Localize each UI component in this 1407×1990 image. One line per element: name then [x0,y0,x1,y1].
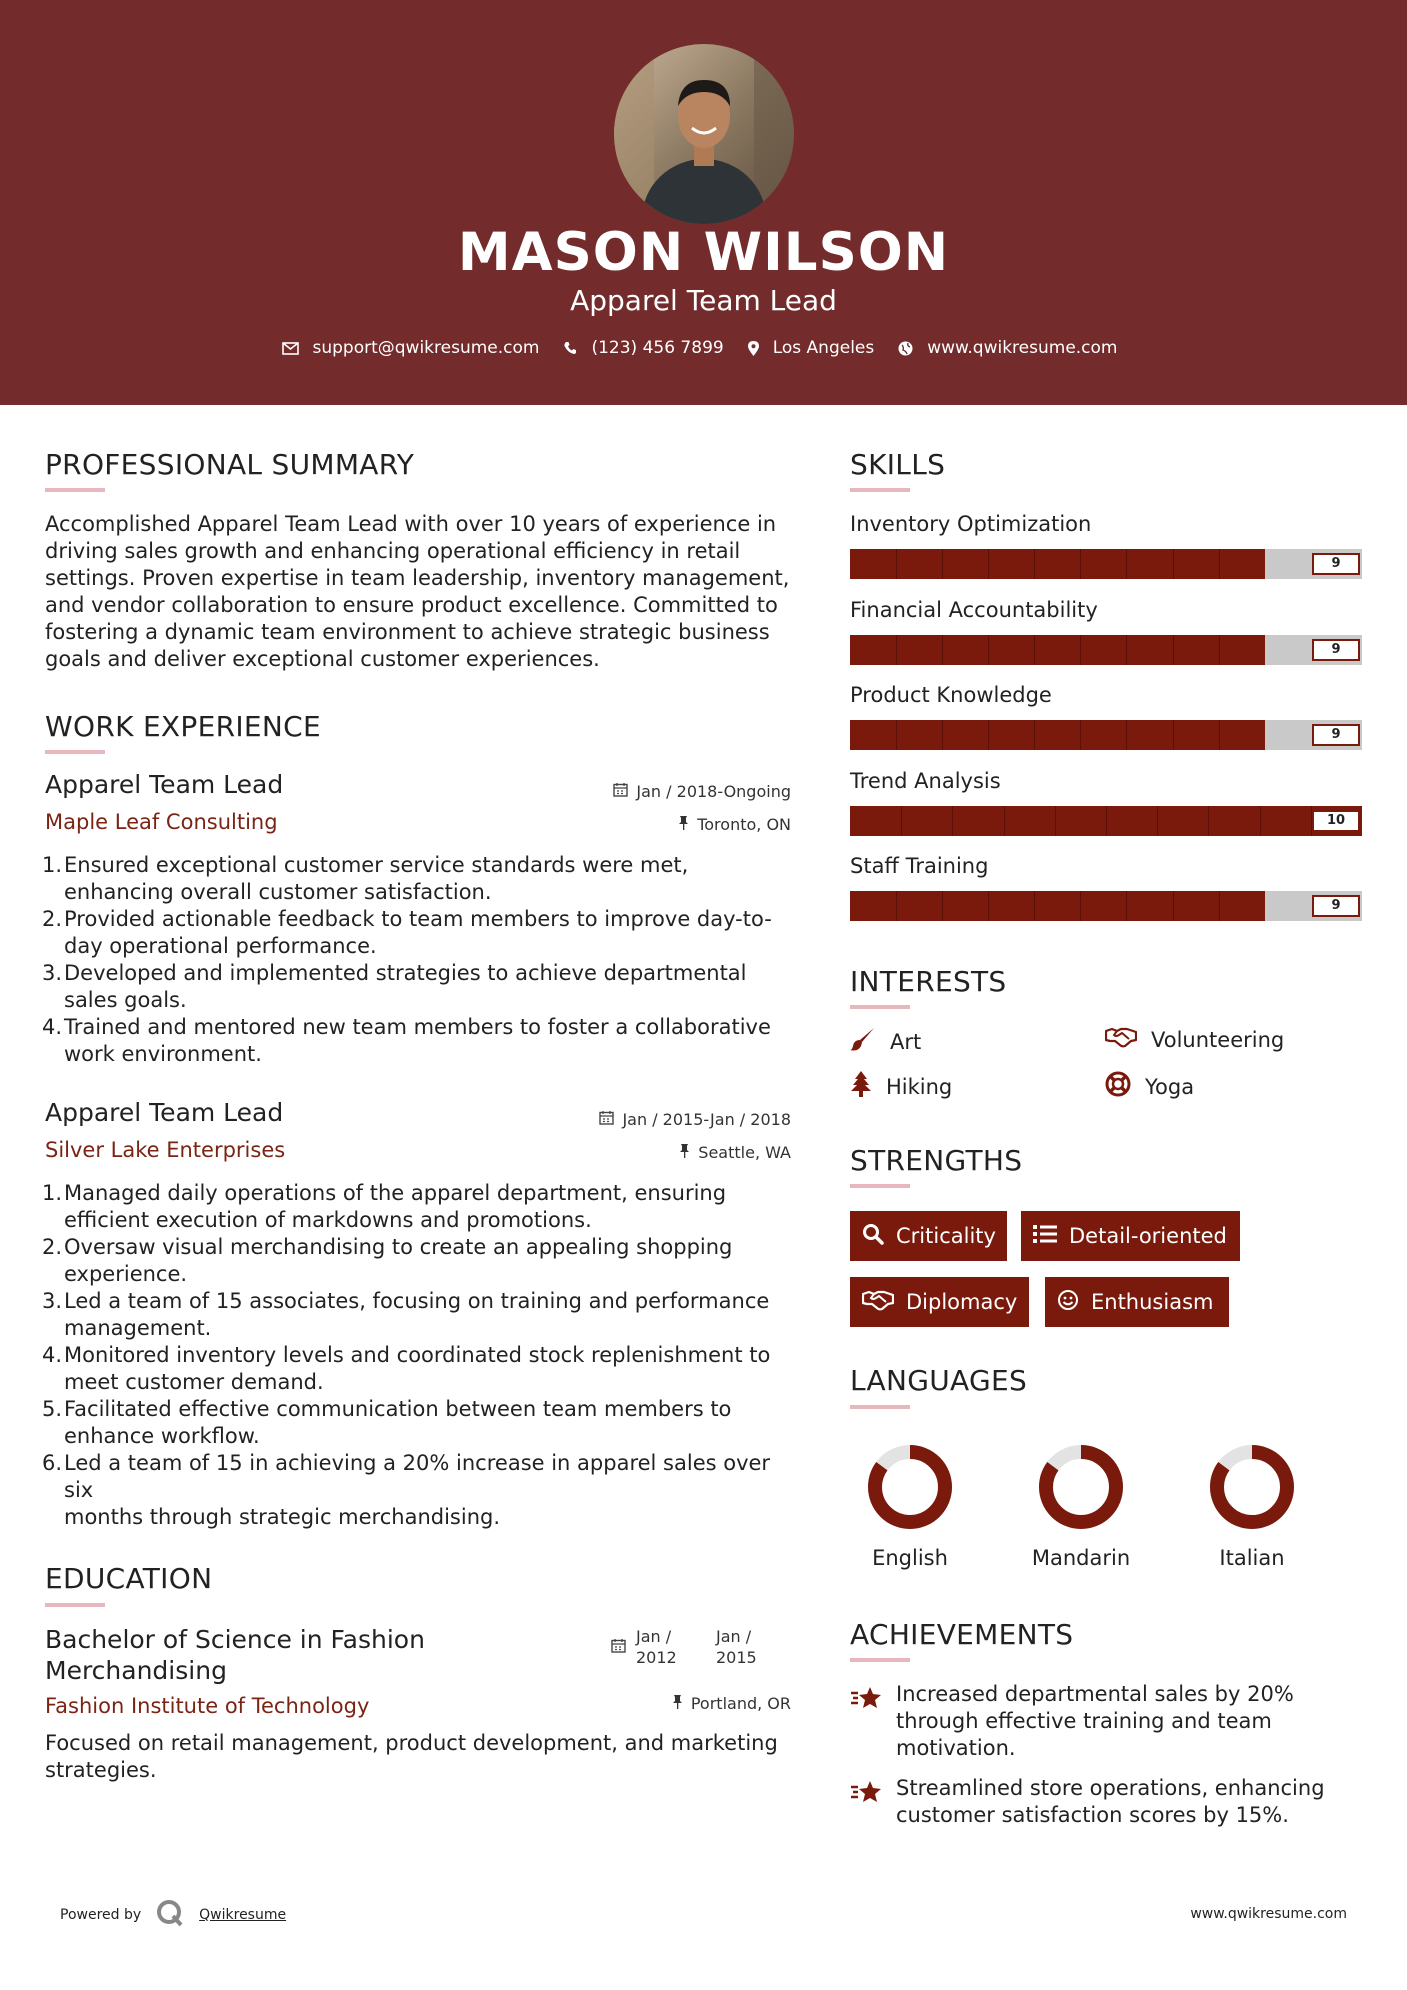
skill-segment [1157,806,1158,836]
smile-icon [1057,1289,1079,1316]
interest-hiking: Hiking [850,1071,952,1102]
summary-line: fostering a dynamic team environment to achieve strategic business [45,620,770,644]
lifebuoy-icon [1105,1071,1131,1102]
candidate-role: Apparel Team Lead [570,284,837,317]
language-donut [1036,1442,1126,1532]
language-item [1006,1442,1156,1570]
summary-line: Accomplished Apparel Team Lead with over 10 years of experience in [45,512,777,536]
skill-value: 9 [1312,895,1360,917]
footer-site[interactable]: www.qwikresume.com [1190,1906,1347,1922]
strength-criticality: Criticality [850,1211,1007,1261]
language-item [1177,1442,1327,1570]
languages-title: LANGUAGES [850,1364,1028,1397]
location-text: Portland, OR [690,1694,791,1713]
tree-icon [850,1071,872,1102]
skill-segment [1173,635,1174,665]
contact-email[interactable] [282,338,540,358]
strengths-title: STRENGTHS [850,1144,1023,1177]
calendar-icon [611,1638,626,1657]
calendar-icon [599,1110,614,1129]
avatar [614,44,794,224]
skill-fill [850,891,1265,921]
job-title: Apparel Team Lead [45,770,284,799]
language-name: Mandarin [1031,1546,1131,1570]
section-rule [850,1184,910,1188]
summary-line: and vendor collaboration to ensure product excellence. Committed to [45,593,778,617]
section-rule [850,488,910,492]
phone-text: (123) 456 7899 [591,338,724,358]
list-item: 3. Developed and implemented strategies to achieve departmental sales goals. [42,961,747,1012]
skill-fill [850,635,1265,665]
footer-powered-by [60,1898,286,1932]
summary-line: settings. Proven expertise in team leadership, inventory management, [45,566,790,590]
skill-segment [896,720,897,750]
skill-segment [1173,891,1174,921]
skill-segment [942,891,943,921]
location-text: Toronto, ON [697,815,791,834]
skill-bar [850,549,1362,579]
skill-segment [1260,806,1261,836]
skill-segment [1219,720,1220,750]
qwikresume-logo-icon [155,1898,185,1932]
skills-title: SKILLS [850,448,946,481]
school-name: Fashion Institute of Technology [45,1694,370,1718]
job-dates [599,1110,791,1129]
skill-bar [850,635,1362,665]
language-item [835,1442,985,1570]
achievement-item: Increased departmental sales by 20% through effective training and team motivation. [850,1681,1294,1762]
language-name: English [872,1546,948,1570]
email-text: support@qwikresume.com [312,338,540,358]
interest-volunteering: Volunteering [1105,1026,1284,1053]
skill-name: Financial Accountability [850,597,1098,622]
dates-text: Jan / 2018-Ongoing [636,782,791,801]
section-rule [850,1005,910,1009]
skill-name: Staff Training [850,854,989,878]
skill-segment [1219,549,1220,579]
dates-text: Jan / 2015-Jan / 2018 [622,1110,791,1129]
skill-name: Inventory Optimization [850,512,1092,536]
achievements-title: ACHIEVEMENTS [850,1618,1074,1651]
education-description: Focused on retail management, product development, and marketing strategies. [45,1731,778,1782]
skill-segment [988,635,989,665]
section-rule [850,1658,910,1662]
pushpin-icon [679,1143,690,1162]
summary-line: goals and deliver exceptional customer experiences. [45,647,600,671]
skill-segment [1219,891,1220,921]
contact-bar [0,338,1407,358]
skill-segment [1004,806,1005,836]
map-pin-icon [748,341,759,356]
pushpin-icon [678,815,689,834]
skill-segment [896,891,897,921]
skill-segment [896,635,897,665]
section-rule [45,1603,105,1607]
skill-bar [850,891,1362,921]
education-dates [611,1626,757,1668]
strength-enthusiasm: Enthusiasm [1045,1277,1229,1327]
list-item: 2. Oversaw visual merchandising to create an appealing shopping experience. [42,1235,733,1286]
handshake-icon [1105,1026,1137,1053]
paintbrush-icon [850,1026,876,1057]
job-duties [44,1180,804,1531]
language-name: Italian [1219,1546,1285,1570]
list-item: 5. Facilitated effective communication between team members to enhance workflow. [42,1397,732,1448]
skill-bar [850,720,1362,750]
header [0,0,1407,405]
globe-icon [898,341,913,356]
contact-phone[interactable] [563,338,723,358]
strength-detail-oriented: Detail-oriented [1021,1211,1240,1261]
calendar-icon [613,782,628,801]
list-item: 4. Trained and mentored new team members to foster a collaborative work environment. [42,1015,771,1066]
website-text: www.qwikresume.com [927,338,1118,358]
contact-location [748,338,875,358]
envelope-icon [282,342,299,355]
powered-by-label: Powered by [60,1907,142,1923]
skill-name: Trend Analysis [850,768,1001,793]
pushpin-icon [672,1694,683,1713]
achievement-item: Streamlined store operations, enhancing customer satisfaction scores by 15%. [850,1775,1325,1829]
list-item: 4. Monitored inventory levels and coordinated stock replenishment to meet customer demand. [42,1343,771,1394]
search-icon [862,1223,884,1250]
skill-segment [1126,891,1127,921]
phone-icon [563,341,577,355]
star-award-icon [850,1685,884,1718]
skill-segment [1034,635,1035,665]
skill-segment [1034,891,1035,921]
job-duties [44,852,804,1068]
star-award-icon [850,1779,884,1812]
skill-segment [1126,635,1127,665]
skill-segment [1080,549,1081,579]
skill-segment [1034,720,1035,750]
location-text: Seattle, WA [698,1143,791,1162]
company-name: Silver Lake Enterprises [45,1138,286,1162]
skill-segment [1126,549,1127,579]
skill-segment [942,635,943,665]
end-date: Jan / 2015 [716,1627,757,1667]
skill-value: 9 [1312,639,1360,661]
handshake-icon [862,1289,894,1316]
list-item: 3. Led a team of 15 associates, focusing on training and performance management. [42,1289,770,1340]
skill-segment [1034,549,1035,579]
list-item: 2. Provided actionable feedback to team members to improve day-to- day operational performance. [42,907,772,958]
skill-segment [1173,549,1174,579]
qwikresume-link[interactable]: Qwikresume [199,1907,287,1923]
skill-segment [1173,720,1174,750]
skill-fill [850,720,1265,750]
list-item: 1. Managed daily operations of the apparel department, ensuring efficient execution of markdowns and promotions. [42,1181,727,1232]
skill-segment [901,806,902,836]
list-item: 1. Ensured exceptional customer service standards were met, enhancing overall customer satisfaction. [42,853,689,904]
job-title: Apparel Team Lead [45,1098,284,1127]
contact-website[interactable] [898,338,1117,358]
education-location [672,1694,791,1713]
skill-segment [1208,806,1209,836]
skill-segment [988,891,989,921]
job-dates [613,782,791,801]
strength-diplomacy: Diplomacy [850,1277,1029,1327]
skill-segment [1080,635,1081,665]
section-rule [850,1405,910,1409]
language-donut [865,1442,955,1532]
work-title: WORK EXPERIENCE [45,710,321,743]
summary-text [45,511,789,673]
skill-segment [942,549,943,579]
interest-art: Art [850,1026,921,1057]
summary-line: driving sales growth and enhancing operational efficiency in retail [45,539,741,563]
candidate-name: MASON WILSON [457,222,950,283]
skill-segment [896,549,897,579]
job-location [679,1143,791,1162]
start-date: Jan / 2012 [636,1627,677,1667]
skill-segment [988,549,989,579]
language-donut [1207,1442,1297,1532]
education-title: EDUCATION [45,1562,213,1595]
skill-value: 9 [1312,553,1360,575]
skill-segment [1106,806,1107,836]
skill-segment [1080,891,1081,921]
skill-segment [988,720,989,750]
company-name: Maple Leaf Consulting [45,810,278,834]
interest-yoga: Yoga [1105,1071,1194,1102]
skill-fill [850,549,1265,579]
summary-title: PROFESSIONAL SUMMARY [45,448,415,481]
skill-value: 9 [1312,724,1360,746]
list-item: 6. Led a team of 15 in achieving a 20% increase in apparel sales over six months through strategic merchandising. [42,1451,771,1529]
section-rule [45,488,105,492]
skill-bar [850,806,1362,836]
interests-title: INTERESTS [850,965,1007,998]
skill-name: Product Knowledge [850,683,1052,707]
skill-segment [1080,720,1081,750]
skill-segment [952,806,953,836]
skill-value: 10 [1312,810,1360,832]
skill-segment [1219,635,1220,665]
list-icon [1033,1224,1057,1249]
location-text: Los Angeles [772,338,875,358]
job-location [678,815,791,834]
degree-title: Bachelor of Science in Fashion Merchandising [45,1625,425,1685]
skill-segment [1055,806,1056,836]
skill-segment [1126,720,1127,750]
skill-segment [942,720,943,750]
section-rule [45,750,105,754]
